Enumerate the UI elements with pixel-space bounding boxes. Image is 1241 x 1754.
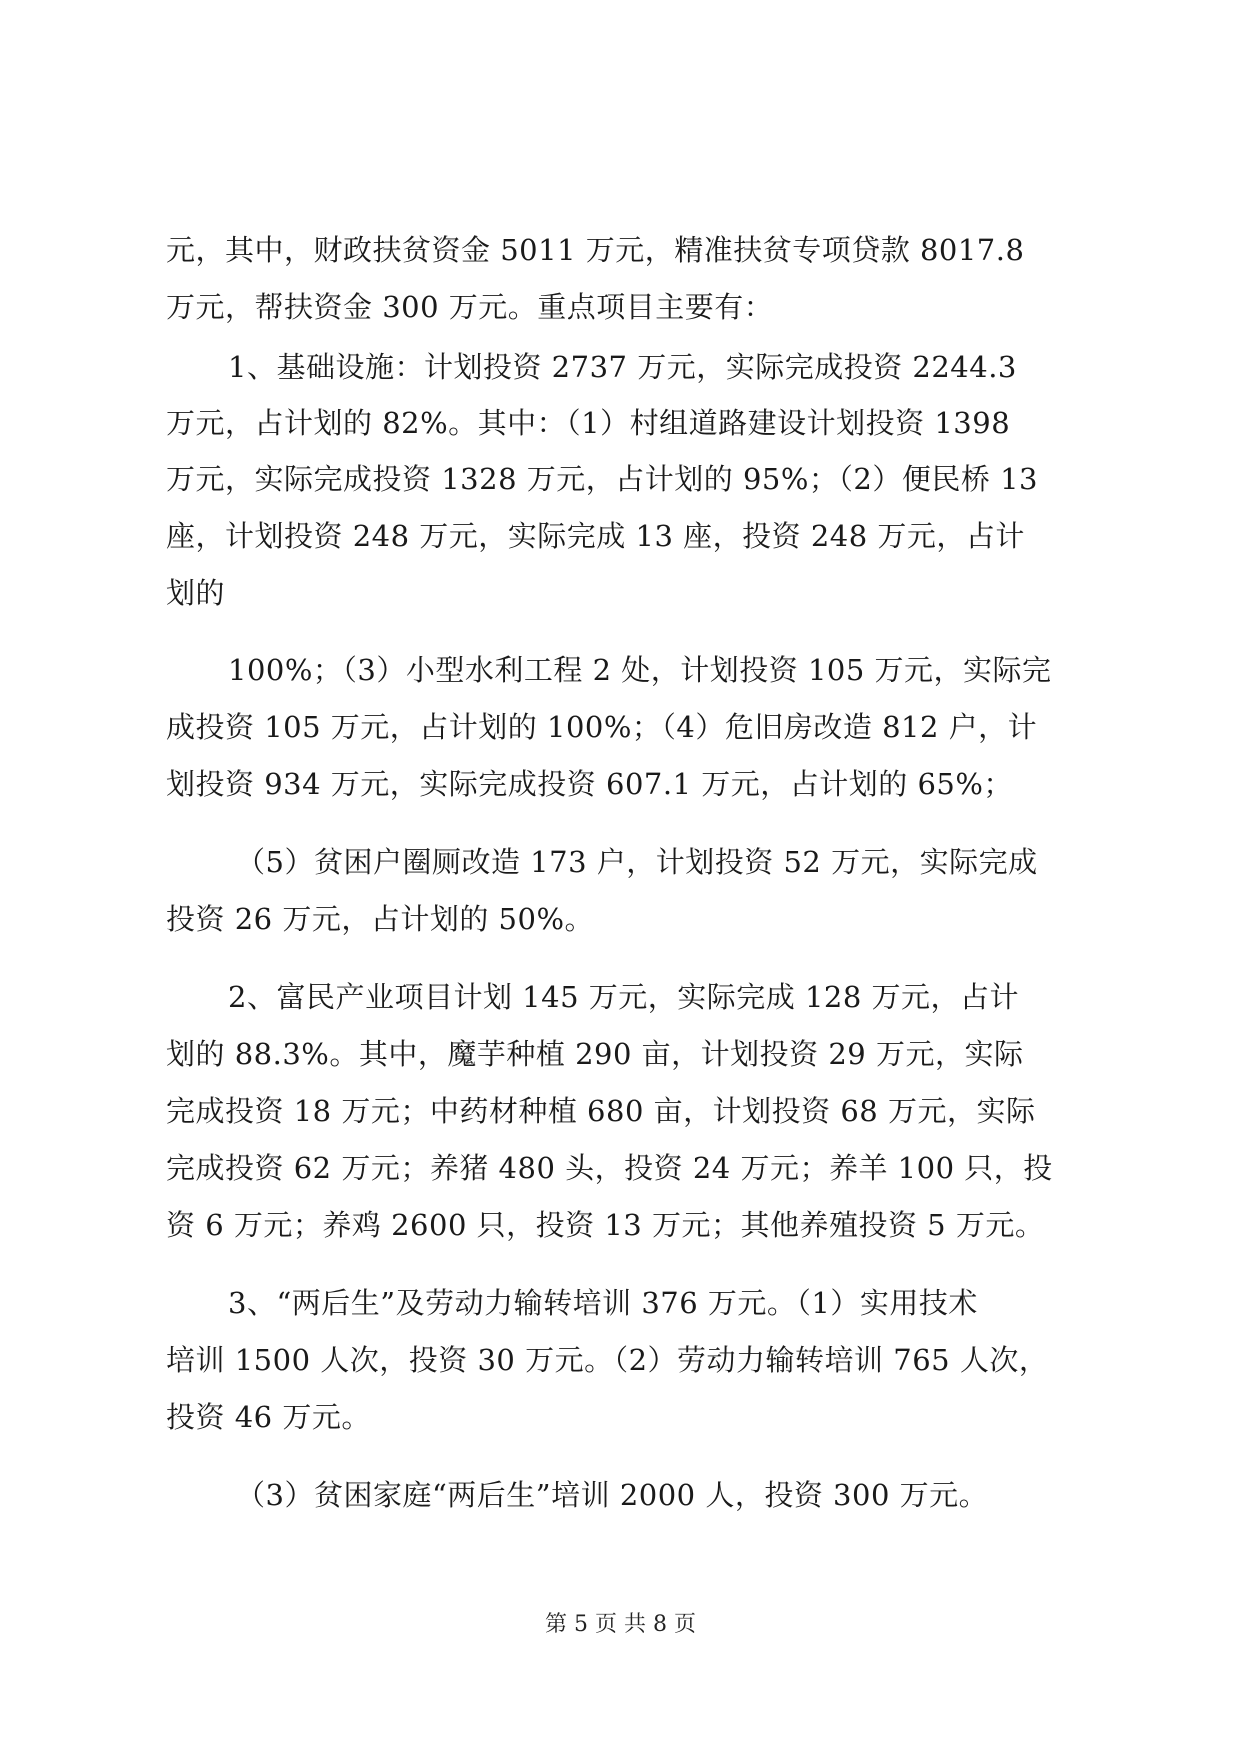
text-line: 资 6 万元；养鸡 2600 只，投资 13 万元；其他养殖投资 5 万元。 [166,1208,1045,1242]
text-line: 培训 1500 人次，投资 30 万元。（2）劳动力输转培训 765 人次， [166,1343,1049,1377]
text-line: 完成投资 18 万元；中药材种植 680 亩，计划投资 68 万元，实际 [166,1094,1036,1128]
text-line: 成投资 105 万元，占计划的 100%；（4）危旧房改造 812 户，计 [166,710,1038,744]
text-line: 划的 [166,576,226,610]
text-line: 万元，占计划的 82%。其中：（1）村组道路建设计划投资 1398 [166,406,1011,440]
text-line: 2、富民产业项目计划 145 万元，实际完成 128 万元，占计 [228,980,1020,1014]
text-line: 3、“两后生”及劳动力输转培训 376 万元。（1）实用技术 [228,1286,978,1320]
text-line: （5）贫困户圈厕改造 173 户，计划投资 52 万元，实际完成 [236,845,1038,879]
text-line: 元，其中，财政扶贫资金 5011 万元，精准扶贫专项贷款 8017.8 [166,233,1025,267]
text-line: 划投资 934 万元，实际完成投资 607.1 万元，占计划的 65%； [166,767,1013,801]
text-line: 完成投资 62 万元；养猪 480 头，投资 24 万元；养羊 100 只，投 [166,1151,1053,1185]
page-number-footer: 第 5 页 共 8 页 [545,1612,696,1637]
text-line: 投资 26 万元，占计划的 50%。 [166,902,595,936]
text-line: 万元，实际完成投资 1328 万元，占计划的 95%；（2）便民桥 13 [166,462,1038,496]
text-line: 座，计划投资 248 万元，实际完成 13 座，投资 248 万元，占计 [166,519,1025,553]
text-line: （3）贫困家庭“两后生”培训 2000 人，投资 300 万元。 [236,1478,989,1512]
text-line: 1、基础设施：计划投资 2737 万元，实际完成投资 2244.3 [228,350,1017,384]
text-line: 100%；（3）小型水利工程 2 处，计划投资 105 万元，实际完 [228,653,1052,687]
text-line: 划的 88.3%。其中，魔芋种植 290 亩，计划投资 29 万元，实际 [166,1037,1024,1071]
text-line: 万元，帮扶资金 300 万元。重点项目主要有： [166,290,774,324]
text-line: 投资 46 万元。 [166,1400,371,1434]
